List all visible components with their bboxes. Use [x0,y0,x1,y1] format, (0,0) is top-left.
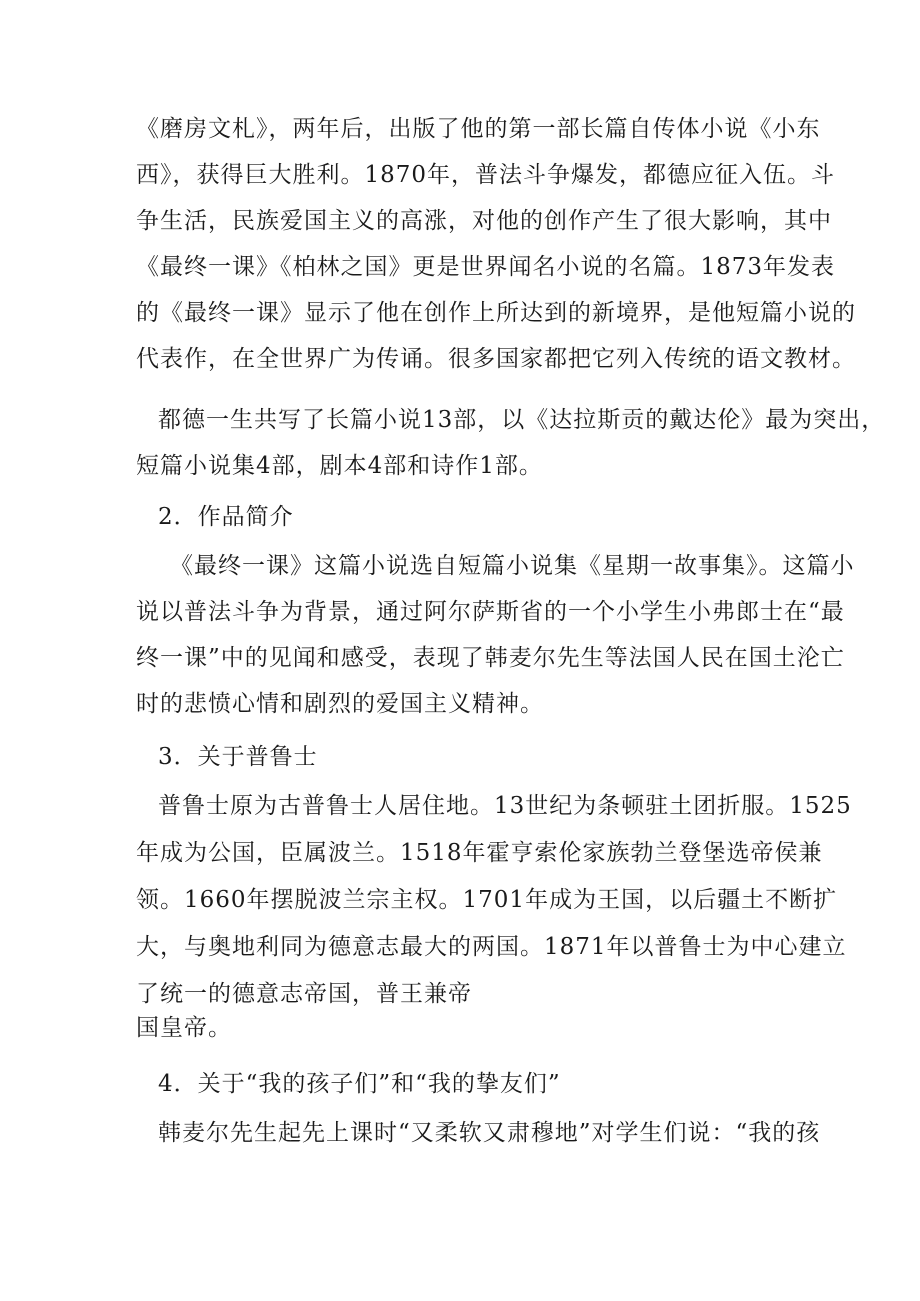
paragraph-4-line-5: 了统一的德意志帝国，普王兼帝 [136,981,472,1007]
paragraph-2-line-1: 都德一生共写了长篇小说13部，以《达拉斯贡的戴达伦》最为突出， [158,407,886,433]
paragraph-1-line-5: 的《最终一课》显示了他在创作上所达到的新境界，是他短篇小说的 [136,300,856,326]
paragraph-2-line-2: 短篇小说集4部，剧本4部和诗作1部。 [136,453,543,479]
paragraph-4-line-2: 年成为公国，臣属波兰。1518年霍亨索伦家族勃兰登堡选帝侯兼 [136,840,823,866]
paragraph-1-line-6: 代表作，在全世界广为传诵。很多国家都把它列入传统的语文教材。 [136,346,856,372]
paragraph-3-line-3: 终一课”中的见闻和感受，表现了韩麦尔先生等法国人民在国土沦亡 [136,645,845,671]
paragraph-3-line-4: 时的悲愤心情和剧烈的爱国主义精神。 [136,691,544,717]
paragraph-4-line-4: 大，与奥地利同为德意志最大的两国。1871年以普鲁士为中心建立 [136,934,847,960]
paragraph-5-line-1: 韩麦尔先生起先上课时“又柔软又肃穆地”对学生们说：“我的孩 [158,1120,821,1146]
paragraph-1-line-3: 争生活，民族爱国主义的高涨，对他的创作产生了很大影响，其中 [136,208,832,234]
paragraph-1-line-1: 《磨房文札》，两年后，出版了他的第一部长篇自传体小说《小东 [136,116,821,142]
paragraph-3-line-2: 说以普法斗争为背景，通过阿尔萨斯省的一个小学生小弗郎士在“最 [136,599,845,625]
paragraph-4-line-1: 普鲁士原为古普鲁士人居住地。13世纪为条顿驻土团折服。1525 [158,793,852,819]
section-heading-4: 4．关于“我的孩子们”和“我的挚友们” [158,1071,561,1097]
section-heading-2: 2．作品简介 [158,504,294,530]
paragraph-4-line-6: 国皇帝。 [136,1015,232,1041]
paragraph-4-line-3: 领。1660年摆脱波兰宗主权。1701年成为王国，以后疆土不断扩 [136,887,838,913]
paragraph-3-line-1: 《最终一课》这篇小说选自短篇小说集《星期一故事集》。这篇小 [170,553,855,579]
paragraph-1-line-4: 《最终一课》《柏林之国》更是世界闻名小说的名篇。1873年发表 [136,254,836,280]
paragraph-1-line-2: 西》，获得巨大胜利。1870年，普法斗争爆发，都德应征入伍。斗 [136,162,836,188]
section-heading-3: 3．关于普鲁士 [158,744,318,770]
